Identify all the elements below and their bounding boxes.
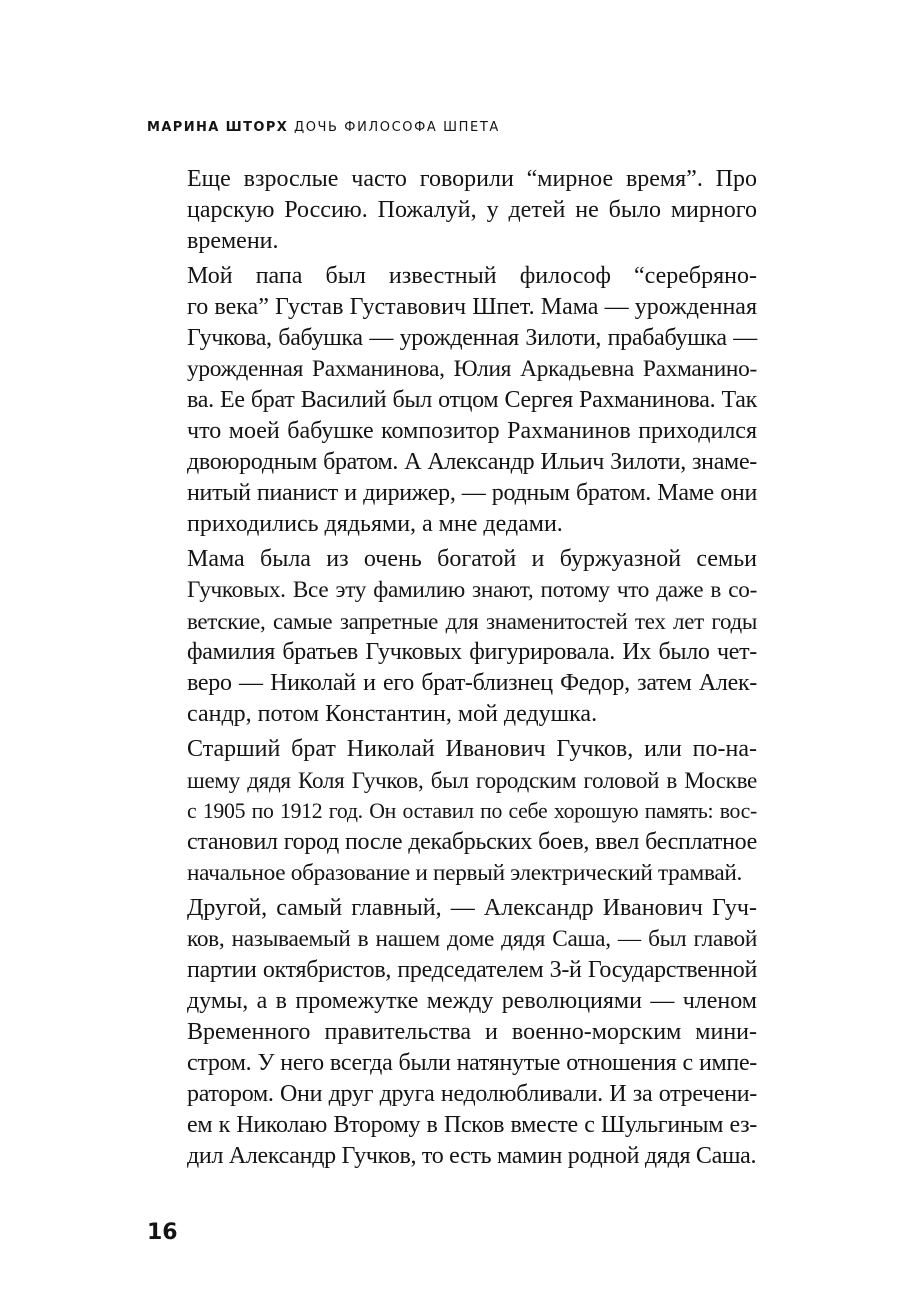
text-line: нитый пианист и дирижер, — родным братом. Маме они: [187, 480, 757, 506]
page-number: 16: [147, 1220, 178, 1245]
text-line: приходились дядьями, а мне дедами.: [187, 511, 563, 537]
text-line: Другой, самый главный, — Александр Иванович Гуч-: [187, 895, 757, 921]
text-line: Старший брат Николай Иванович Гучков, или по-на-: [187, 736, 757, 762]
text-line: сандр, потом Константин, мой дедушка.: [187, 701, 598, 727]
running-head-title: ДОЧЬ ФИЛОСОФА ШПЕТА: [293, 120, 500, 135]
text-line: царскую Россию. Пожалуй, у детей не было мирного: [187, 197, 757, 223]
text-line: партии октябристов, председателем 3-й Государственной: [187, 957, 757, 983]
text-line: Временного правительства и военно-морским мини-: [187, 1019, 757, 1045]
text-line: двоюродным братом. А Александр Ильич Зилоти, знаме-: [187, 449, 757, 475]
paragraph: [147, 544, 757, 730]
text-line: ков, называемый в нашем доме дядя Саша, — был главой: [187, 926, 757, 952]
text-line: урожденная Рахманинова, Юлия Аркадьевна Рахманино-: [187, 356, 757, 382]
text-line: времени.: [187, 228, 279, 254]
text-line: с 1905 по 1912 год. Он оставил по себе хорошую память: вос-: [187, 799, 757, 823]
text-line: веро — Николай и его брат-близнец Федор, затем Алек-: [187, 670, 757, 696]
text-line: ва. Ее брат Василий был отцом Сергея Рахманинова. Так: [187, 387, 757, 413]
text-line: Еще взрослые часто говорили “мирное время”. Про: [187, 166, 757, 192]
text-line: Мама была из очень богатой и буржуазной семьи: [187, 546, 757, 572]
text-line: ветские, самые запретные для знаменитостей тех лет годы: [187, 609, 757, 634]
running-head: [147, 120, 500, 136]
text-line: что моей бабушке композитор Рахманинов приходился: [187, 418, 757, 444]
paragraph: [147, 261, 757, 540]
text-line: го века” Густав Густавович Шпет. Мама — урожденная: [187, 294, 757, 320]
text-line: фамилия братьев Гучковых фигурировала. Их было чет-: [187, 639, 757, 665]
text-line: думы, а в промежутке между революциями — членом: [187, 988, 757, 1014]
text-line: шему дядя Коля Гучков, был городским головой в Москве: [187, 767, 757, 793]
paragraph: [147, 164, 757, 257]
text-line: Гучкова, бабушка — урожденная Зилоти, прабабушка —: [187, 325, 757, 351]
text-line: ем к Николаю Второму в Псков вместе с Шульгиным ез-: [187, 1112, 757, 1138]
running-head-author: МАРИНА ШТОРХ: [147, 120, 289, 135]
text-line: стром. У него всегда были натянутые отношения с импе-: [187, 1050, 757, 1076]
text-line: начальное образование и первый электрический трамвай.: [187, 860, 743, 886]
body-text: [147, 164, 757, 1176]
text-line: Мой папа был известный философ “серебряно-: [187, 263, 757, 289]
paragraph: [147, 893, 757, 1172]
text-line: становил город после декабрьских боев, ввел бесплатное: [187, 829, 757, 855]
paragraph: [147, 734, 757, 889]
text-line: Гучковых. Все эту фамилию знают, потому что даже в со-: [187, 577, 757, 603]
text-line: ратором. Они друг друга недолюбливали. И за отречени-: [187, 1081, 757, 1107]
text-line: дил Александр Гучков, то есть мамин родной дядя Саша.: [187, 1143, 757, 1169]
